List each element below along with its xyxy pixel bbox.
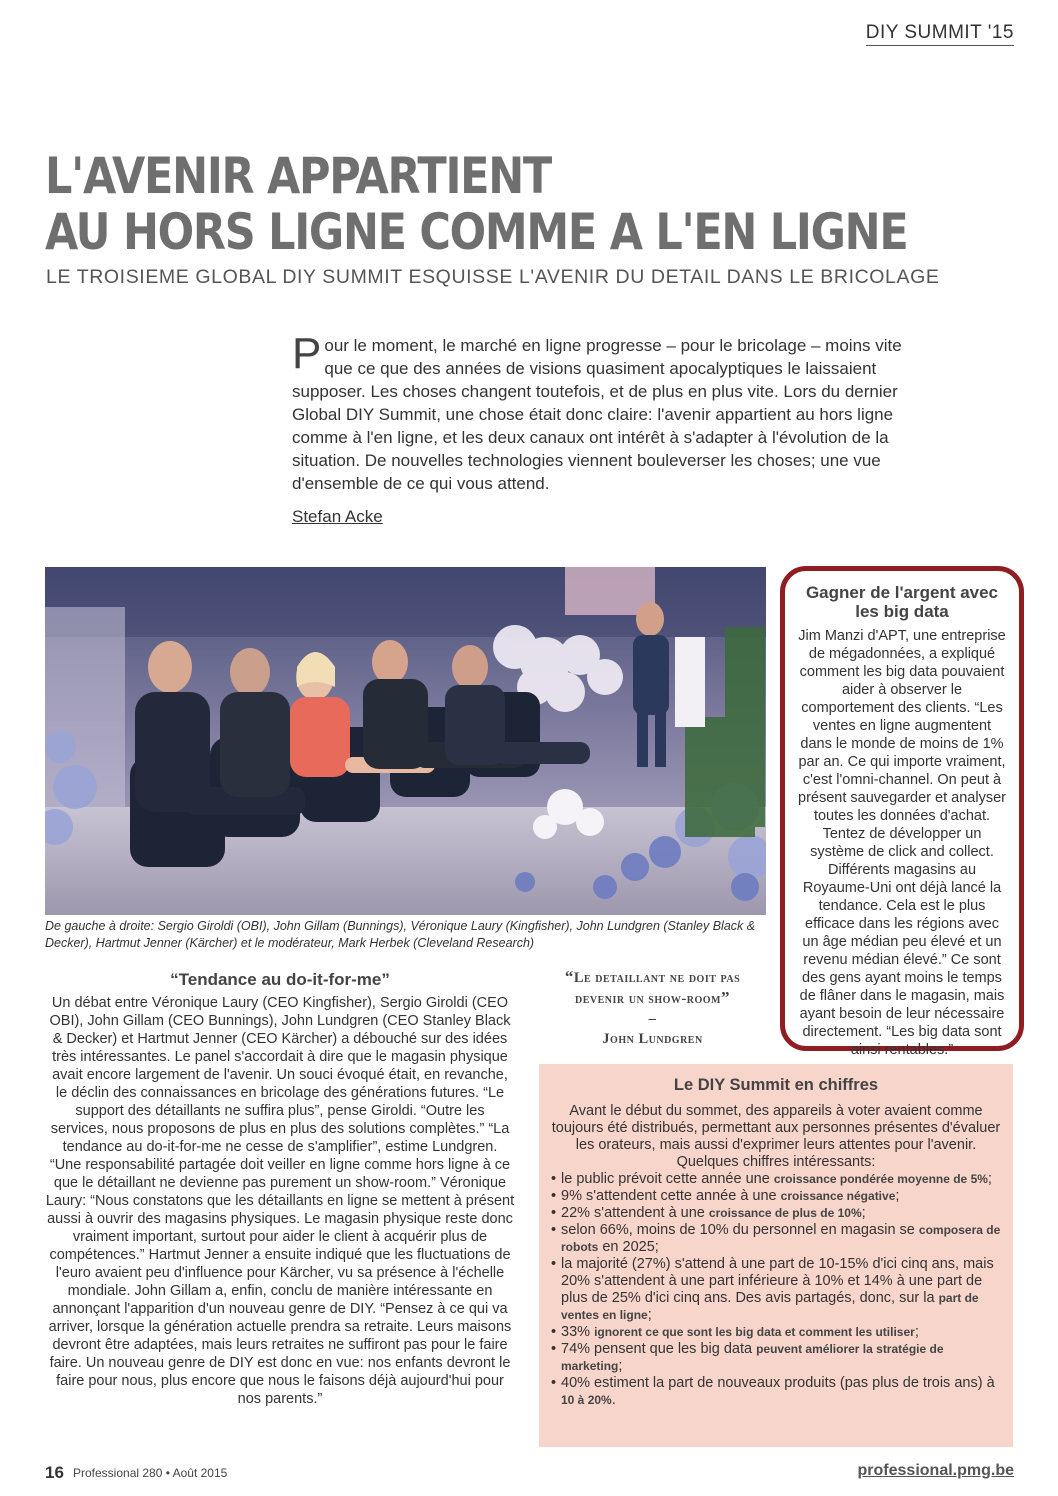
stats-list bbox=[551, 1171, 1001, 1409]
title-line-1: L'AVENIR APPARTIENT bbox=[45, 147, 551, 205]
title-line-2: AU HORS LIGNE COMME A L'EN LIGNE bbox=[45, 203, 908, 261]
author-link[interactable]: Stefan Acke bbox=[292, 507, 383, 526]
article-subtitle: LE TROISIEME GLOBAL DIY SUMMIT ESQUISSE L'AVENIR DU DETAIL DANS LE BRICOLAGE bbox=[46, 266, 940, 288]
list-item: • 40% estiment la part de nouveaux produits (pas plus de trois ans) à 10 à 20%. bbox=[551, 1375, 1001, 1409]
list-item: • 22% s'attendent à une croissance de plus de 10%; bbox=[551, 1205, 1001, 1222]
quote-dash: – bbox=[648, 1011, 657, 1027]
list-item: • 74% pensent que les big data peuvent améliorer la stratégie de marketing; bbox=[551, 1341, 1001, 1375]
section-tag: DIY SUMMIT '15 bbox=[866, 22, 1014, 46]
sidebar-title: Gagner de l'argent avec les big data bbox=[805, 583, 999, 621]
page-number: 16 bbox=[45, 1463, 64, 1482]
quote-text: Le detaillant ne doit pas devenir un show-room bbox=[573, 970, 741, 1007]
stats-intro: Avant le début du sommet, des appareils à voter avaient comme toujours été distribués, permettant aux personnes présentes d'évaluer les orateurs, mais aussi d'exprimer leurs attentes pour l'avenir. bbox=[551, 1103, 1001, 1153]
photo-caption: De gauche à droite: Sergio Giroldi (OBI), John Gillam (Bunnings), Véronique Laury (Kingfisher), John Lundgren (Stanley Black & Decker), Hartmut Jenner (Kärcher) et le modérateur, Mark Herbek (Cleveland Research) bbox=[45, 919, 756, 950]
section-heading: “Tendance au do-it-for-me” bbox=[170, 970, 390, 989]
list-item: • 9% s'attendent cette année à une croissance négative; bbox=[551, 1188, 1001, 1205]
panel-photo-illustration bbox=[45, 567, 766, 915]
magazine-issue: Professional 280 • Août 2015 bbox=[73, 1466, 228, 1480]
list-item: • selon 66%, moins de 10% du personnel en magasin se composera de robots en 2025; bbox=[551, 1222, 1001, 1256]
quote-close-mark: ” bbox=[720, 988, 730, 1007]
intro-paragraph bbox=[292, 329, 917, 495]
panel-photo bbox=[45, 567, 766, 915]
quote-attribution: John Lundgren bbox=[602, 1031, 703, 1047]
stats-box bbox=[539, 1064, 1013, 1447]
stats-intro-2: Quelques chiffres intéressants: bbox=[676, 1154, 876, 1170]
list-item: • le public prévoit cette année une croissance pondérée moyenne de 5%; bbox=[551, 1171, 1001, 1188]
intro-text: our le moment, le marché en ligne progresse – pour le bricolage – moins vite que ce que des années de visions quasiment apocalyptiques le laissaient supposer. Les choses changent toutefois, et de plus en plus vite. Lors du dernier Global DIY Summit, une chose était donc claire: l'avenir appartient au hors ligne comme à l'en ligne, et les deux canaux ont intérêt à s'adapter à l'évolution de la situation. De nouvelles technologies viennent bouleverser les choses; une vue d'ensemble de ce qui vous attend. bbox=[292, 336, 902, 493]
article-title bbox=[45, 148, 907, 260]
drop-cap: P bbox=[292, 329, 322, 378]
section-do-it-for-me bbox=[45, 970, 515, 1408]
stats-heading: Le DIY Summit en chiffres bbox=[673, 1076, 879, 1094]
website-link[interactable]: professional.pmg.be bbox=[857, 1462, 1014, 1479]
quote-open-mark: “ bbox=[564, 967, 574, 986]
list-item: • la majorité (27%) s'attend à une part de 10-15% d'ici cinq ans, mais 20% s'attendent à une part inférieure à 10% et 14% à une part de plus de 25% d'ici cinq ans. Des avis partagés, donc, sur la part de ventes en ligne; bbox=[551, 1256, 1001, 1324]
list-item: • 33% ignorent ce que sont les big data et comment les utiliser; bbox=[551, 1324, 1001, 1341]
sidebar-big-data bbox=[780, 566, 1024, 1058]
sidebar-body: Jim Manzi d'APT, une entreprise de mégadonnées, a expliqué comment les big data pouvaient aider à observer le comportement des clients. “Les ventes en ligne augmentent dans le monde de moins de 1% par an. Ce qui importe vraiment, c'est l'omni-channel. On peut à présent sauvegarder et analyser toutes les données d'achat. Tentez de développer un système de click and collect. Différents magasins au Royaume-Uni ont déjà lancé la tendance. Cela est le plus efficace dans les régions avec un âge médian peu élevé et un revenu médian élevé.” Ce sont des gens ayant moins le temps de flâner dans le magasin, mais ayant besoin de leur nécessaire directement. “Les big data sont ainsi rentables.” bbox=[798, 628, 1006, 1058]
section-body: Un débat entre Véronique Laury (CEO Kingfisher), Sergio Giroldi (CEO OBI), John Gillam (CEO Bunnings), John Lundgren (CEO Stanley Black & Decker) et Hartmut Jenner (CEO Kärcher) a débouché sur des idées très intéressantes. Le panel s'accordait à dire que le magasin physique avait encore largement de l'avenir. Un souci évoqué était, en revanche, le déclin des connaissances en bricolage des générations futures. “Le support des détaillants ne suffira plus”, pense Giroldi. “Outre les services, nous proposons de plus en plus des solutions complètes.” “La tendance au do-it-for-me ne cesse de s'amplifier”, estime Lundgren. “Une responsabilité partagée doit veiller en ligne comme hors ligne à ce que le détaillant ne devienne pas purement un show-room.” Véronique Laury: “Nous constatons que les détaillants en ligne se mettent à présent aussi à ouvrir des magasins physiques. Le magasin physique reste donc vraiment important, surtout pour aider le client à acquérir plus de compétences.” Hartmut Jenner a ensuite indiqué que les fluctuations de l'euro avaient peu d'influence pour Kärcher, vu sa présence à l'échelle mondiale. John Gillam a, enfin, conclu de manière intéressante en annonçant l'apparition d'un nouveau genre de DIY. “Pensez à ce qui va arriver, lorsque la génération actuelle prendra sa retraite. Leurs maisons devront être adaptées, mais leurs retraites ne suffiront pas pour le faire faire. Un nouveau genre de DIY est donc en vue: nos enfants devront le faire pour nous, plus encore que nous le faisons déjà aujourd'hui pour nos parents.” bbox=[45, 995, 515, 1407]
pull-quote bbox=[545, 967, 760, 1049]
